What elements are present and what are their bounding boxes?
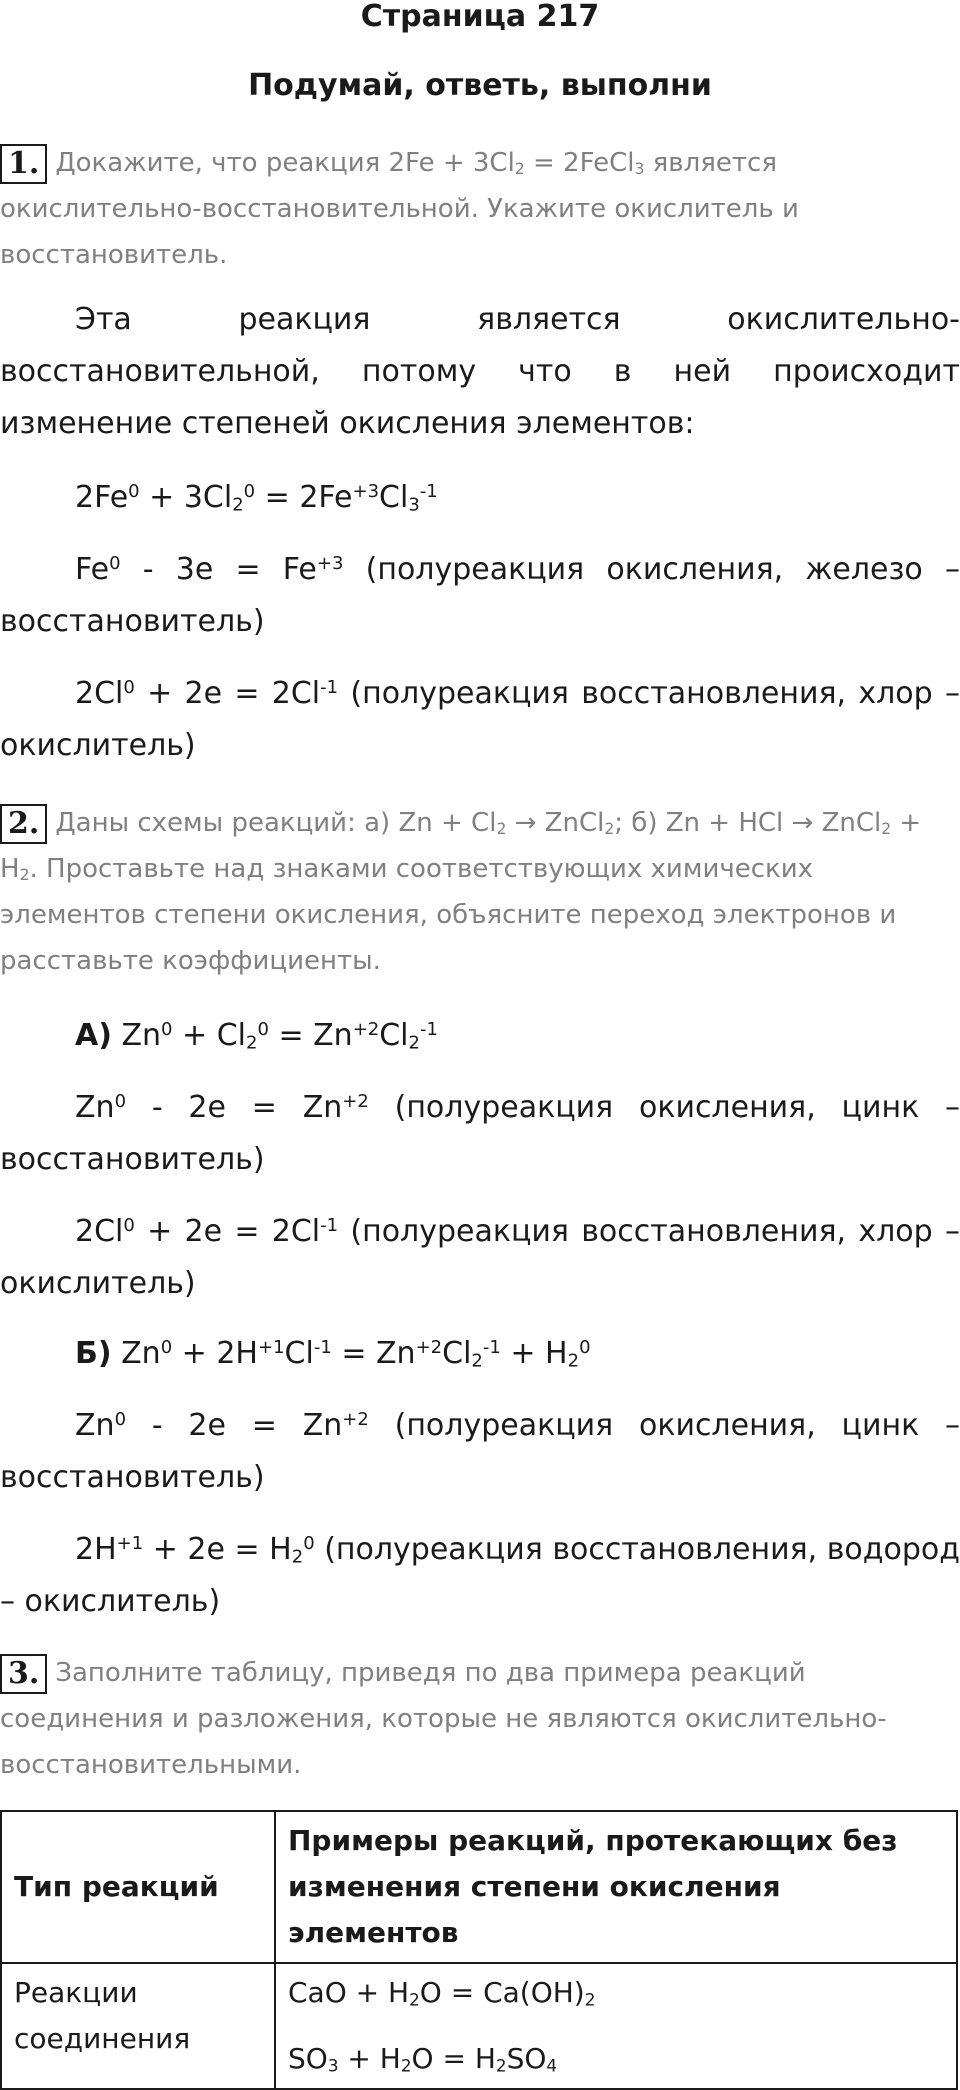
equation-a: А) $Zn^0 + Cl_2^0 = Zn^{+2}Cl_2^{-1}$ [75, 1018, 438, 1054]
reaction-cao: CaO + $H_2O = Ca(OH)_2$ [288, 1976, 596, 2010]
table-row [1, 1963, 957, 2089]
table-header-type: Тип реакций [1, 1811, 275, 1963]
reaction-so3: $SO_3 + H_2O = H_2SO_4$ [288, 2042, 558, 2076]
task-3: 3. Заполните таблицу, приведя по два примера реакций соединения и разложения, которые не являются окислительно-восстановительными. [0, 1656, 887, 1780]
table-cell-type: Реакции соединения [1, 1963, 275, 2089]
section-title: Подумай, ответь, выполни [248, 68, 712, 103]
half-reaction-fe: $Fe^0 - 3e = Fe^{+3}$ (полуреакция окисления, железо – восстановитель) [0, 552, 960, 639]
answer-1-paragraph: Эта реакция является окислительно-восстановительной, потому что в ней происходит изменение степеней окисления элементов: [0, 302, 960, 441]
table-header-row [1, 1811, 957, 1963]
reactions-table [0, 1810, 958, 2090]
half-reaction-h-b: $2H^{+1} + 2e = H_2^0$ (полуреакция восстановления, водород – окислитель) [0, 1532, 960, 1619]
task-number: 3. [0, 1654, 47, 1694]
equation-b: Б) $Zn^0 + 2H^{+1}Cl^{-1} = Zn^{+2}Cl_2^{-1} + H_2^0$ [75, 1336, 591, 1372]
page-title: Страница 217 [360, 0, 600, 34]
half-reaction-cl-a: $2Cl^0 + 2e = 2Cl^{-1}$ (полуреакция восстановления, хлор – окислитель) [0, 1214, 960, 1301]
equation-fe-cl: $2Fe^0 + 3Cl_2^0 = 2Fe^{+3}Cl_3^{-1}$ [75, 480, 438, 516]
half-reaction-zn-b: $Zn^0 - 2e = Zn^{+2}$ (полуреакция окисления, цинк – восстановитель) [0, 1408, 960, 1495]
table-header-examples: Примеры реакций, протекающих без изменения степени окисления элементов [275, 1811, 957, 1963]
task-1: 1. Докажите, что реакция $2Fe + 3Cl_2$ = 2FeCl$_3$ является окислительно-восстановительной. Укажите окислитель и восстановитель. [0, 146, 799, 270]
task-2: 2. Даны схемы реакций: а) $Zn + Cl_2$ → ZnCl$_2$; б) Zn + HCl → ZnCl$_2$ + $H_2$. Проставьте над знаками соответствующих химических элементов степени окисления, объясните переход электронов и расставьте коэффициенты. [0, 806, 922, 976]
task-number: 2. [0, 804, 47, 844]
task-number: 1. [0, 144, 47, 184]
half-reaction-cl: $2Cl^0 + 2e = 2Cl^{-1}$ (полуреакция восстановления, хлор – окислитель) [0, 676, 960, 763]
table-cell-examples [275, 1963, 957, 2089]
half-reaction-zn-a: $Zn^0 - 2e = Zn^{+2}$ (полуреакция окисления, цинк – восстановитель) [0, 1090, 960, 1177]
